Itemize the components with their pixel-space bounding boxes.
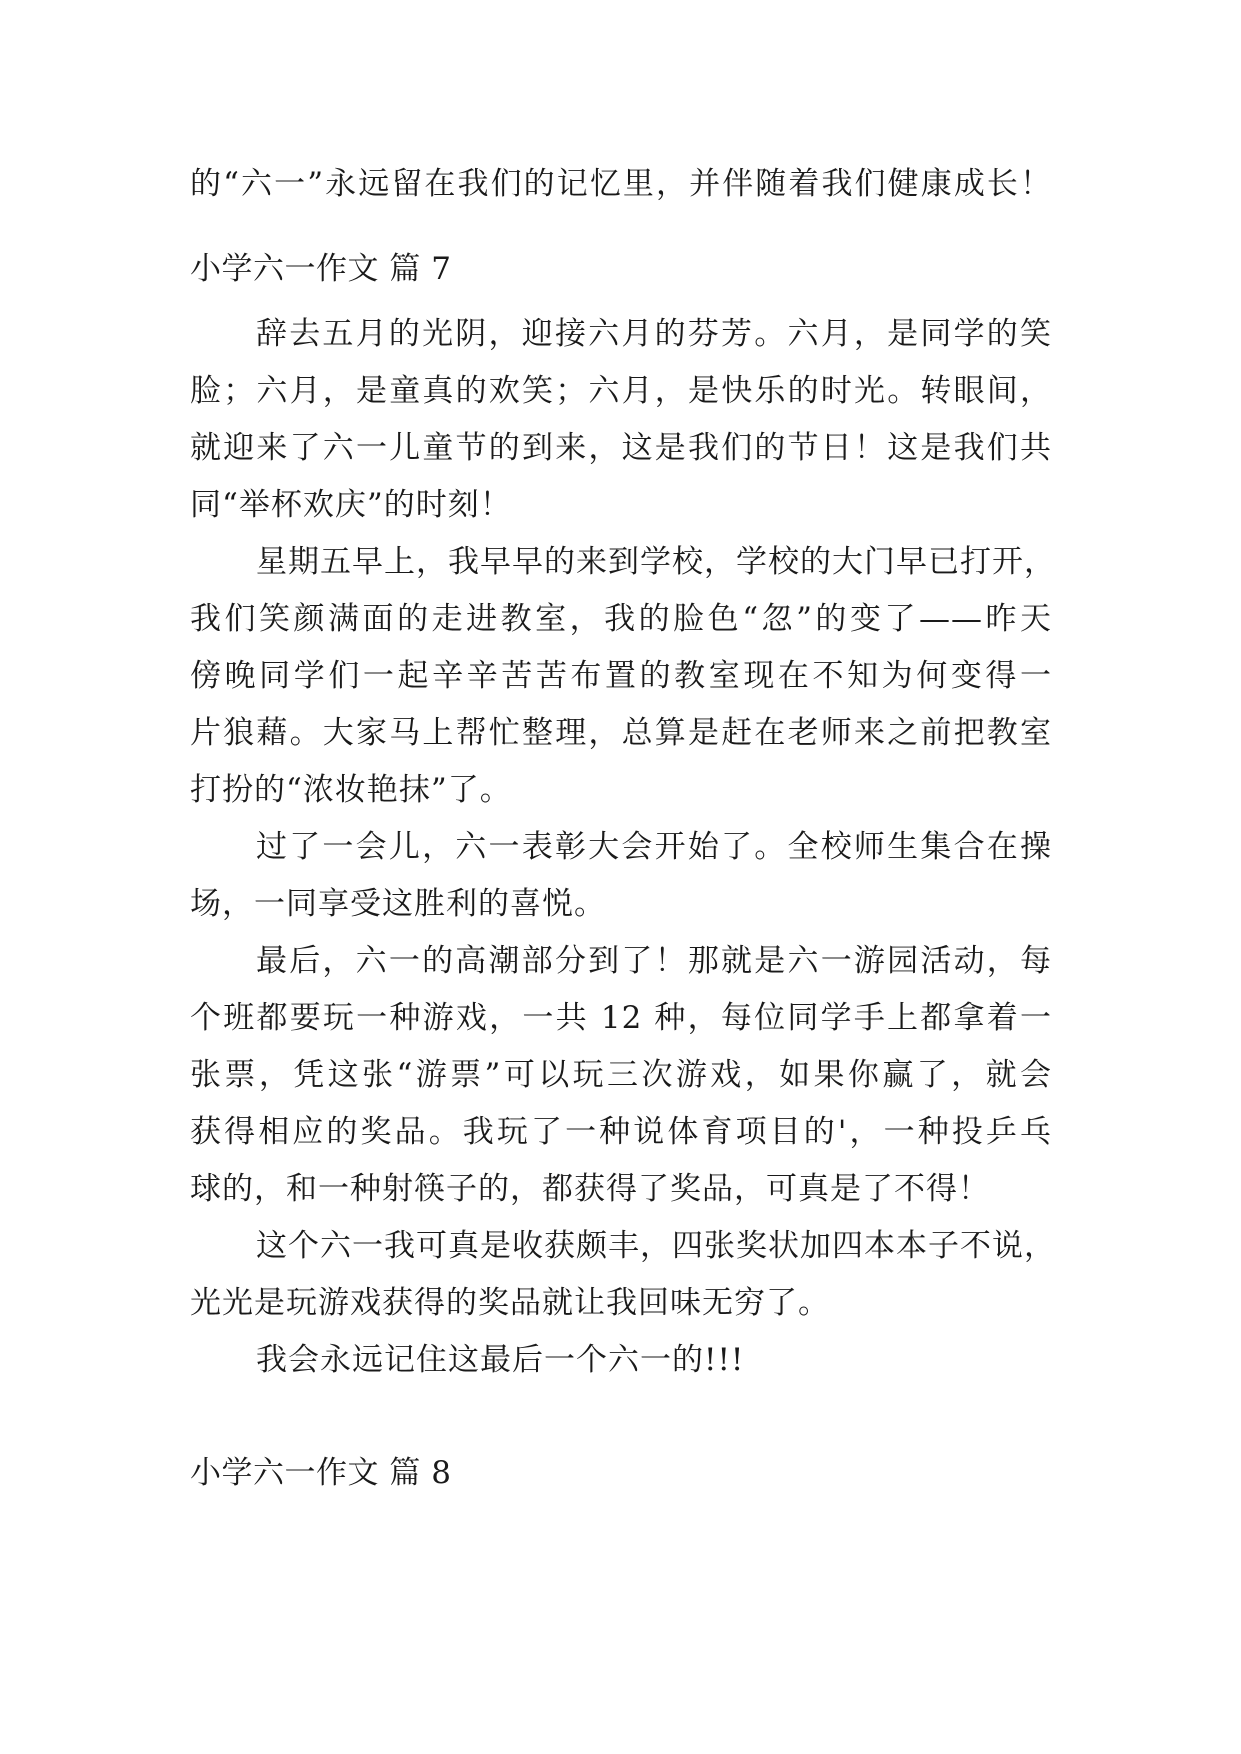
paragraph-6-line-1: 我会永远记住这最后一个六一的!!! [256,1342,745,1378]
section-7-title: 小学六一作文 篇 7 [190,251,452,287]
paragraph-2-line-3: 傍晚同学们一起辛辛苦苦布置的教室现在不知为何变得一 [190,658,1052,694]
paragraph-1-line-1: 辞去五月的光阴，迎接六月的芬芳。六月，是同学的笑 [256,316,1052,352]
section-8-title: 小学六一作文 篇 8 [190,1455,452,1491]
paragraph-4-line-4: 获得相应的奖品。我玩了一种说体育项目的'，一种投乒乓 [190,1114,1052,1150]
paragraph-5-line-1: 这个六一我可真是收获颇丰，四张奖状加四本本子不说， [256,1228,1056,1264]
paragraph-3-line-2: 场，一同享受这胜利的喜悦。 [190,886,606,922]
continuation-line: 的“六一”永远留在我们的记忆里，并伴随着我们健康成长！ [190,166,1052,202]
paragraph-2-line-4: 片狼藉。大家马上帮忙整理，总算是赶在老师来之前把教室 [190,715,1052,751]
paragraph-4-line-2: 个班都要玩一种游戏，一共 12 种，每位同学手上都拿着一 [190,1000,1052,1036]
paragraph-1-line-3: 就迎来了六一儿童节的到来，这是我们的节日！这是我们共 [190,430,1052,466]
paragraph-2-line-5: 打扮的“浓妆艳抹”了。 [190,772,512,808]
paragraph-4-line-1: 最后，六一的高潮部分到了！那就是六一游园活动，每 [256,943,1052,979]
paragraph-2-line-1: 星期五早上，我早早的来到学校，学校的大门早已打开， [256,544,1056,580]
paragraph-3-line-1: 过了一会儿，六一表彰大会开始了。全校师生集合在操 [256,829,1052,865]
paragraph-5-line-2: 光光是玩游戏获得的奖品就让我回味无穷了。 [190,1285,830,1321]
paragraph-2-line-2: 我们笑颜满面的走进教室，我的脸色“忽”的变了——昨天 [190,601,1052,637]
paragraph-1-line-4: 同“举杯欢庆”的时刻！ [190,487,512,523]
paragraph-4-line-3: 张票，凭这张“游票”可以玩三次游戏，如果你赢了，就会 [190,1057,1052,1093]
paragraph-4-line-5: 球的，和一种射筷子的，都获得了奖品，可真是了不得！ [190,1171,990,1207]
paragraph-1-line-2: 脸；六月，是童真的欢笑；六月，是快乐的时光。转眼间， [190,373,1052,409]
